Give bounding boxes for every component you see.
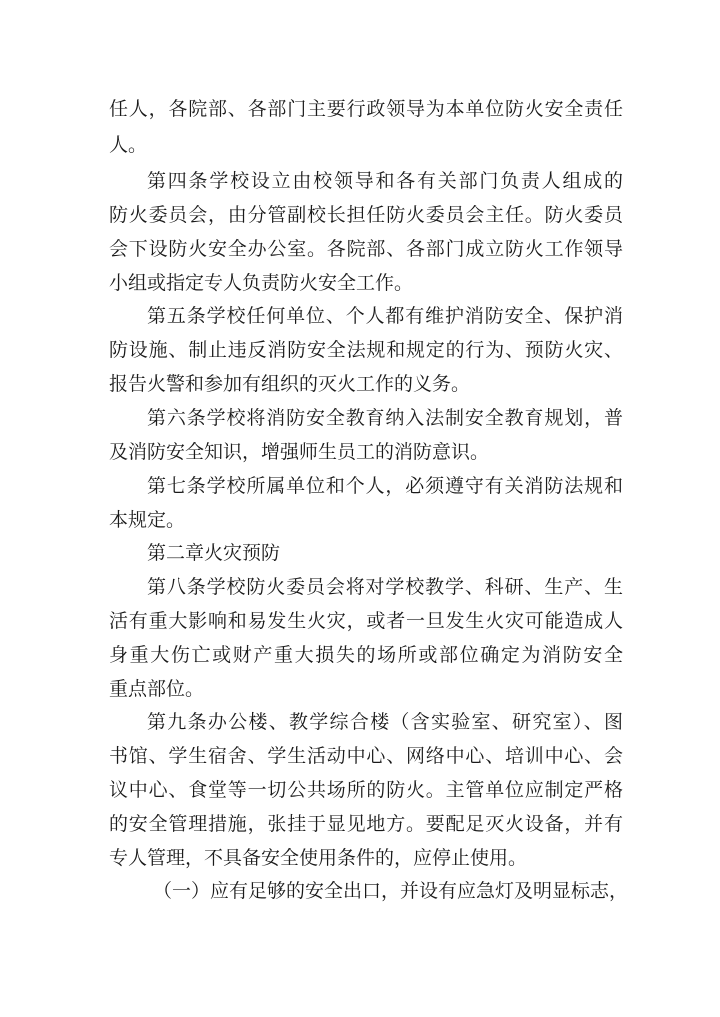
list-item-1: （一）应有足够的安全出口，并设有应急灯及明显标志，: [153, 880, 629, 902]
paragraph-article-8: 第八条学校防火委员会将对学校教学、科研、生产、生: [147, 576, 623, 598]
text-line: 小组或指定专人负责防火安全工作。: [109, 272, 414, 294]
text-line: 的安全管理措施，张挂于显见地方。要配足灭火设备，并有: [109, 813, 623, 835]
text-line: 报告火警和参加有组织的灭火工作的义务。: [109, 373, 471, 395]
text-line: 及消防安全知识，增强师生员工的消防意识。: [109, 441, 490, 463]
text-line: 任人，各院部、各部门主要行政领导为本单位防火安全责任: [109, 98, 623, 120]
text-line: 专人管理，不具备安全使用条件的，应停止使用。: [109, 847, 528, 869]
paragraph-article-4: 第四条学校设立由校领导和各有关部门负责人组成的: [147, 170, 623, 192]
text-line: 活有重大影响和易发生火灾，或者一旦发生火灾可能造成人: [109, 610, 623, 632]
text-line: 防火委员会，由分管副校长担任防火委员会主任。防火委员: [109, 204, 623, 226]
text-line: 议中心、食堂等一切公共场所的防火。主管单位应制定严格: [109, 779, 623, 801]
paragraph-article-7: 第七条学校所属单位和个人，必须遵守有关消防法规和: [147, 475, 623, 497]
text-line: 防设施、制止违反消防安全法规和规定的行为、预防火灾、: [109, 339, 623, 361]
text-line: 重点部位。: [109, 678, 205, 700]
chapter-heading: 第二章火灾预防: [147, 542, 281, 564]
paragraph-article-6: 第六条学校将消防安全教育纳入法制安全教育规划，普: [147, 407, 623, 429]
text-line: 人。: [109, 134, 148, 156]
text-line: 会下设防火安全办公室。各院部、各部门成立防火工作领导: [109, 238, 623, 260]
paragraph-article-5: 第五条学校任何单位、个人都有维护消防安全、保护消: [147, 305, 623, 327]
text-line: 本规定。: [109, 509, 186, 531]
text-line: 书馆、学生宿舍、学生活动中心、网络中心、培训中心、会: [109, 745, 623, 767]
text-line: 身重大伤亡或财产重大损失的场所或部位确定为消防安全: [109, 644, 623, 666]
paragraph-article-9: 第九条办公楼、教学综合楼（含实验室、研究室）、图: [147, 711, 623, 733]
